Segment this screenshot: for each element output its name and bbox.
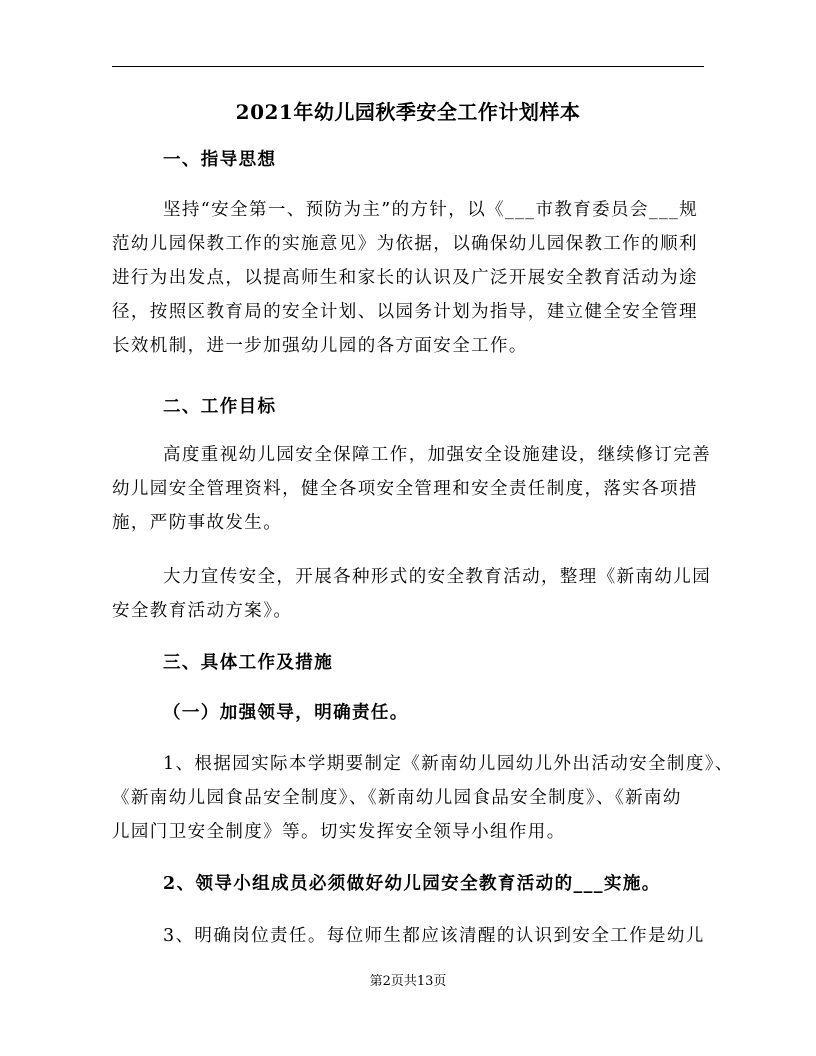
page-footer: 第2页共13页 — [369, 974, 447, 989]
section-heading-specific-measures: 三、具体工作及措施 — [163, 653, 334, 673]
paragraph-line: 坚持“安全第一、预防为主”的方针，以《___市教育委员会___规 — [163, 200, 699, 220]
top-rule — [112, 66, 704, 67]
paragraph-line: 《新南幼儿园食品安全制度》、《新南幼儿园食品安全制度》、《新南幼 — [112, 788, 682, 808]
paragraph-line: 1、根据园实际本学期要制定《新南幼儿园幼儿外出活动安全制度》、 — [163, 754, 734, 774]
paragraph-line: 高度重视幼儿园安全保障工作，加强安全设施建设，继续修订完善 — [163, 445, 712, 465]
paragraph-line: 长效机制，进一步加强幼儿园的各方面安全工作。 — [112, 336, 528, 356]
section-heading-guiding-thought: 一、指导思想 — [163, 150, 277, 170]
document-title: 2021年幼儿园秋季安全工作计划样本 — [235, 100, 581, 124]
section-heading-work-goals: 二、工作目标 — [163, 397, 277, 417]
paragraph-line: 施，严防事故发生。 — [112, 513, 283, 533]
numbered-item-bold: 2、领导小组成员必须做好幼儿园安全教育活动的___实施。 — [163, 874, 661, 894]
paragraph-line: 大力宣传安全，开展各种形式的安全教育活动，整理《新南幼儿园 — [163, 567, 712, 587]
paragraph-line: 径，按照区教育局的安全计划、以园务计划为指导，建立健全安全管理 — [112, 302, 698, 322]
paragraph-line: 幼儿园安全管理资料，健全各项安全管理和安全责任制度，落实各项措 — [112, 479, 698, 499]
paragraph-line: 进行为出发点，以提高师生和家长的认识及广泛开展安全教育活动为途 — [112, 268, 698, 288]
paragraph-line: 范幼儿园保教工作的实施意见》为依据，以确保幼儿园保教工作的顺利 — [112, 234, 698, 254]
paragraph-line: 安全教育活动方案》。 — [112, 601, 293, 621]
subsection-heading: （一）加强领导，明确责任。 — [163, 703, 409, 723]
paragraph-line: 3、明确岗位责任。每位师生都应该清醒的认识到安全工作是幼儿 — [163, 926, 705, 946]
paragraph-line: 儿园门卫安全制度》等。切实发挥安全领导小组作用。 — [112, 822, 566, 842]
